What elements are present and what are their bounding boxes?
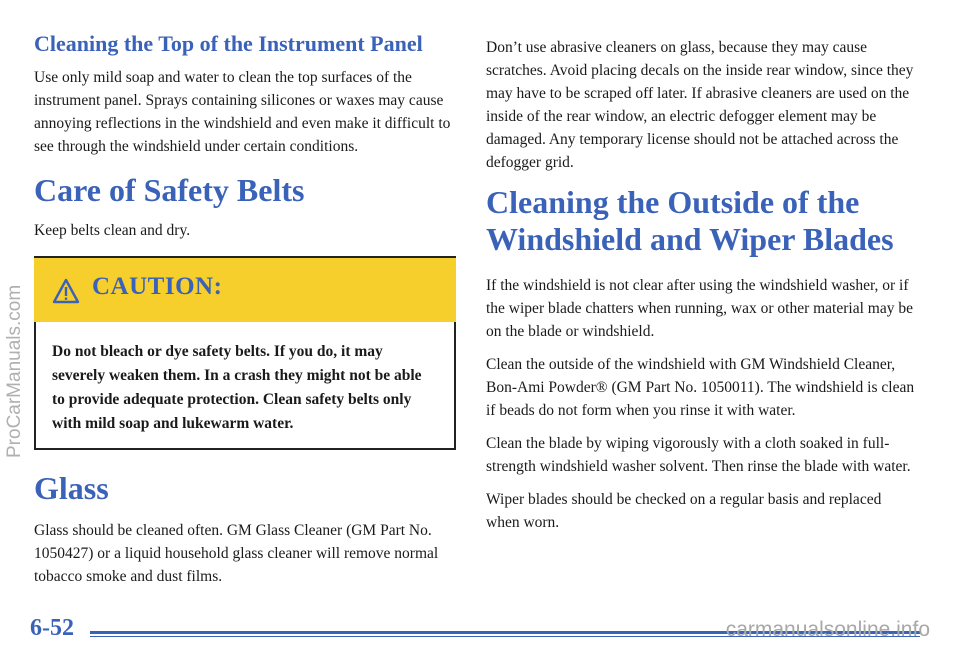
heading-instrument-panel: Cleaning the Top of the Instrument Panel [34,31,423,56]
text-windshield-4: Wiper blades should be checked on a regular basis and replaced when worn. [486,491,882,531]
watermark-side: ProCarManuals.com [4,284,25,458]
caution-title: CAUTION: [92,273,223,300]
heading-windshield: Cleaning the Outside of the Windshield and Wiper Blades [486,184,894,257]
page-number: 6-52 [30,615,74,641]
caution-box [34,256,456,450]
left-column [34,30,456,596]
text-safety-belts: Keep belts clean and dry. [34,222,191,239]
heading-glass: Glass [34,470,109,506]
caution-header [34,256,456,322]
section-windshield [486,184,916,534]
text-windshield-1: If the windshield is not clear after using the windshield washer, or if the wiper blade chatters when running, wax or other material may be on the blade or windshield. [486,277,913,340]
text-windshield-3: Clean the blade by wiping vigorously with a cloth soaked in full-strength windshield washer solvent. Then rinse the blade with water. [486,435,911,475]
text-glass: Glass should be cleaned often. GM Glass Cleaner (GM Part No. 1050427) or a liquid household glass cleaner will remove normal tobacco smoke and dust films. [34,522,439,585]
section-glass [34,470,456,588]
text-glass-continued: Don’t use abrasive cleaners on glass, because they may cause scratches. Avoid placing decals on the inside rear window, since they may have to be scraped off later. If abrasive cleaners are used on the inside of the rear window, an electric defogger element may be damaged. Any temporary license should not be attached across the defogger grid. [486,39,914,171]
caution-text: Do not bleach or dye safety belts. If you do, it may severely weaken them. In a crash they might not be able to provide adequate protection. Clean safety belts only with mild soap and lukewarm water. [52,343,422,432]
right-column [486,30,916,542]
text-windshield-2: Clean the outside of the windshield with GM Windshield Cleaner, Bon-Ami Powder® (GM Part No. 1050011). The windshield is clean if beads do not form when you rinse it with water. [486,356,915,419]
watermark-bottom: carmanualsonline.info [725,618,930,641]
text-instrument-panel: Use only mild soap and water to clean the top surfaces of the instrument panel. Sprays containing silicones or waxes may cause annoying reflections in the windshield and even make it difficult to see through the windshield under certain conditions. [34,69,451,155]
section-instrument-panel [34,30,456,158]
warning-triangle-icon [52,278,80,304]
heading-safety-belts: Care of Safety Belts [34,172,305,208]
section-safety-belts [34,172,456,450]
